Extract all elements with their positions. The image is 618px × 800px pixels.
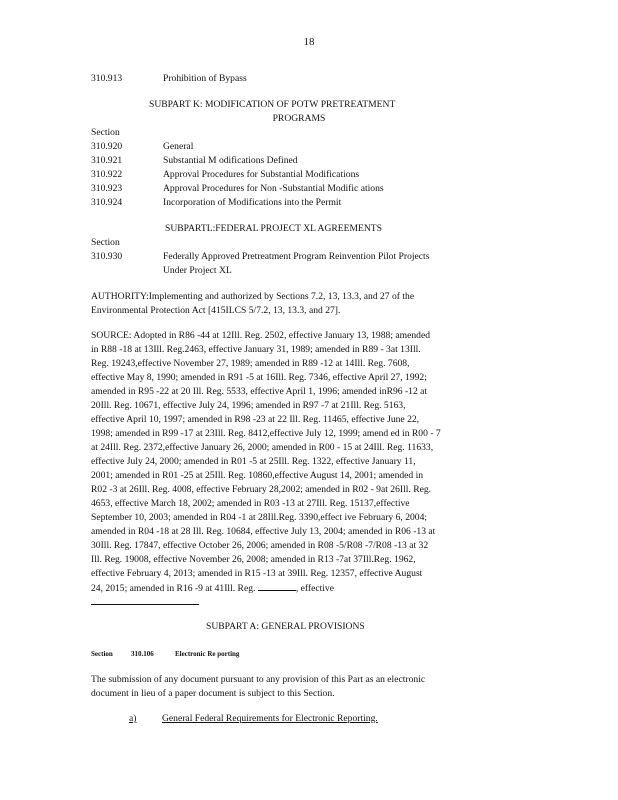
section-title: Substantial M odifications Defined <box>163 155 298 166</box>
section-number: 310.923 <box>91 183 123 194</box>
page-number: 18 <box>303 36 315 48</box>
section-heading-number: 310.106 <box>131 650 154 658</box>
section-column-label: Section <box>91 237 120 248</box>
source-line: effective May 8, 1990; amended in R91 -5 at 16Ill. Reg. 7346, effective April 27, 1992; <box>91 372 427 383</box>
subpart-k-heading-line2: PROGRAMS <box>272 113 326 124</box>
source-line: Reg. 19243,effective November 27, 1989; amended in R89 -12 at 14Ill. Reg. 7608, <box>91 358 410 369</box>
source-line-suffix: , effective <box>295 583 334 594</box>
authority-note: AUTHORITY:Implementing and authorized by Sections 7.2, 13, 13.3, and 27 of the <box>91 291 415 302</box>
blank-fill-line <box>258 581 296 591</box>
section-title: Approval Procedures for Substantial Modifications <box>163 169 360 180</box>
subpart-k-heading: SUBPART K: MODIFICATION OF POTW PRETREATMENT <box>149 99 396 110</box>
item-a-heading: General Federal Requirements for Electronic Reporting. <box>162 713 378 724</box>
authority-note-line2: Environmental Protection Act [415ILCS 5/7.2, 13, 13.3, and 27]. <box>91 305 341 316</box>
section-title: Prohibition of Bypass <box>163 73 247 84</box>
body-paragraph-line2: document in lieu of a paper document is subject to this Section. <box>91 688 335 699</box>
source-line: amended in R95 -22 at 20 Ill. Reg. 5533, effective April 1, 1996; amended inR96 -12 at <box>91 386 428 397</box>
source-line: 2001; amended in R01 -25 at 25Ill. Reg. 10860,effective August 14, 2001; amended in <box>91 470 424 481</box>
source-line: amended in R04 -18 at 28 Ill. Reg. 10684, effective July 13, 2004; amended in R06 -13 at <box>91 526 436 537</box>
subpart-a-heading: SUBPART A: GENERAL PROVISIONS <box>206 621 365 632</box>
section-title: Federally Approved Pretreatment Program Reinvention Pilot Projects <box>163 251 430 262</box>
section-number: 310.930 <box>91 251 123 262</box>
source-line: in R88 -18 at 13Ill. Reg.2463, effective January 31, 1989; amended in R89 - 3at 13Ill. <box>91 344 421 355</box>
section-title: General <box>163 141 194 152</box>
source-line: Ill. Reg. 19008, effective November 26, 2008; amended in R13 -7at 37Ill.Reg. 1962, <box>91 554 416 565</box>
section-title-continued: Under Project XL <box>163 265 232 276</box>
source-line: effective February 4, 2013; amended in R15 -13 at 39Ill. Reg. 12357, effective August <box>91 568 423 579</box>
source-line: effective July 24, 2000; amended in R01 -5 at 25Ill. Reg. 1322, effective January 11, <box>91 456 416 467</box>
separator-rule <box>91 604 199 605</box>
section-number: 310.913 <box>91 73 123 84</box>
source-line: effective April 10, 1997; amended in R98 -23 at 22 Ill. Reg. 11465, effective June 22, <box>91 414 420 425</box>
section-heading-title: Electronic Re porting <box>175 650 240 658</box>
section-heading-label: Section <box>91 650 113 658</box>
source-line: at 24Ill. Reg. 2372,effective January 26, 2000; amended in R00 - 15 at 24Ill. Reg. 11633, <box>91 442 434 453</box>
body-paragraph: The submission of any document pursuant to any provision of this Part as an electronic <box>91 674 426 685</box>
subpart-l-heading: SUBPARTL:FEDERAL PROJECT XL AGREEMENTS <box>165 223 383 234</box>
source-line: 4653, effective March 18, 2002; amended in R03 -13 at 27Ill. Reg. 15137,effective <box>91 498 410 509</box>
source-line: R02 -3 at 26Ill. Reg. 4008, effective February 28,2002; amended in R02 - 9at 26Ill. Reg. <box>91 484 432 495</box>
item-a-label: a) <box>129 713 137 724</box>
source-line: 30Ill. Reg. 17847, effective October 26, 2006; amended in R08 -5/R08 -7/R08 -13 at 32 <box>91 540 429 551</box>
section-title: Incorporation of Modifications into the Permit <box>163 197 342 208</box>
source-line: 1998; amended in R99 -17 at 23Ill. Reg. 8412,effective July 12, 1999; amend ed in R00 - 7 <box>91 428 441 439</box>
source-line: SOURCE: Adopted in R86 -44 at 12Ill. Reg. 2502, effective January 13, 1988; amended <box>91 330 431 341</box>
source-line: 20Ill. Reg. 10671, effective July 24, 1996; amended in R97 -7 at 21Ill. Reg. 5163, <box>91 400 406 411</box>
source-line-last <box>91 581 334 596</box>
section-number: 310.920 <box>91 141 123 152</box>
source-line: September 10, 2003; amended in R04 -1 at 28Ill.Reg. 3390,effect ive February 6, 2004; <box>91 512 428 523</box>
section-number: 310.921 <box>91 155 123 166</box>
section-number: 310.924 <box>91 197 123 208</box>
section-title: Approval Procedures for Non -Substantial Modific ations <box>163 183 384 194</box>
section-column-label: Section <box>91 127 120 138</box>
section-number: 310.922 <box>91 169 123 180</box>
source-line-text: 24, 2015; amended in R16 -9 at 41Ill. Reg. <box>91 583 256 594</box>
